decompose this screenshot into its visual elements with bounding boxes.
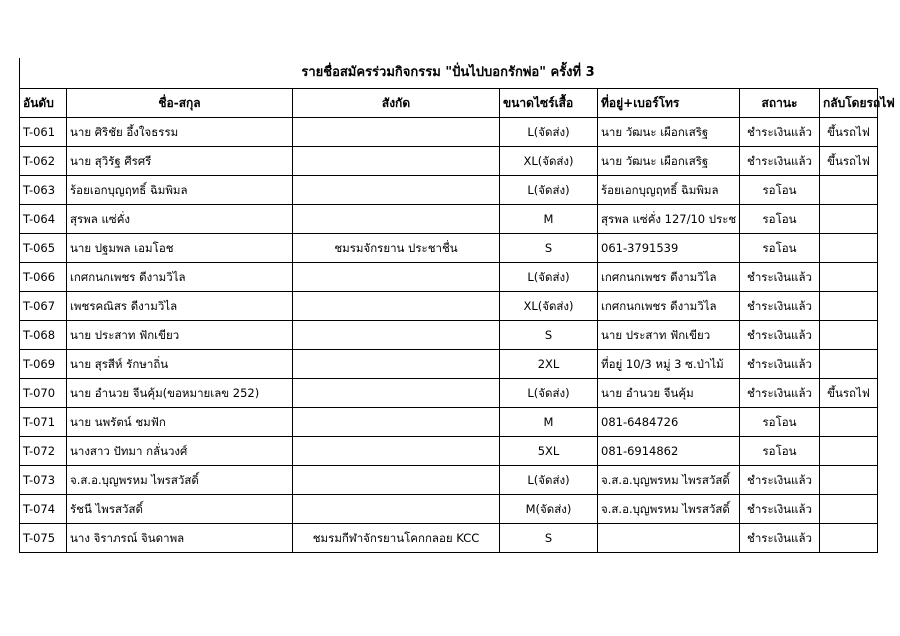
cell-status: ชำระเงินแล้ว: [740, 495, 820, 524]
table-row: [20, 408, 878, 437]
cell-shirt-size: M(จัดส่ง): [500, 495, 598, 524]
cell-name: นาย อำนวย จีนคุ้ม(ขอหมายเลข 252): [67, 379, 293, 408]
cell-name: นาย ประสาท ฟักเขียว: [67, 321, 293, 350]
cell-affiliation: [293, 466, 500, 495]
cell-id: T-063: [20, 176, 67, 205]
cell-status: ชำระเงินแล้ว: [740, 379, 820, 408]
cell-affiliation: ชมรมจักรยาน ประชาชื่น: [293, 234, 500, 263]
cell-name: นาง จิราภรณ์ จินดาพล: [67, 524, 293, 553]
cell-shirt-size: M: [500, 408, 598, 437]
cell-return-by-train: [820, 263, 878, 292]
cell-status: รอโอน: [740, 205, 820, 234]
cell-id: T-064: [20, 205, 67, 234]
header-affiliation: สังกัด: [293, 89, 500, 118]
table-row: [20, 350, 878, 379]
table-row: [20, 524, 878, 553]
cell-id: T-065: [20, 234, 67, 263]
cell-shirt-size: 2XL: [500, 350, 598, 379]
cell-id: T-069: [20, 350, 67, 379]
cell-shirt-size: XL(จัดส่ง): [500, 292, 598, 321]
table-row: [20, 292, 878, 321]
cell-status: ชำระเงินแล้ว: [740, 292, 820, 321]
cell-return-by-train: ขึ้นรถไฟ: [820, 118, 878, 147]
cell-address-phone: เกศกนกเพชร ดีงามวิไล: [598, 292, 740, 321]
cell-name: จ.ส.อ.บุญพรหม ไพรสวัสดิ์: [67, 466, 293, 495]
cell-affiliation: [293, 176, 500, 205]
cell-status: รอโอน: [740, 408, 820, 437]
cell-return-by-train: [820, 495, 878, 524]
cell-address-phone: ร้อยเอกบุญฤทธิ์ ฉิมพิมล: [598, 176, 740, 205]
cell-shirt-size: S: [500, 234, 598, 263]
cell-shirt-size: L(จัดส่ง): [500, 176, 598, 205]
cell-name: รัชนี ไพรสวัสดิ์: [67, 495, 293, 524]
cell-address-phone: นาย วัฒนะ เผือกเสริฐ: [598, 147, 740, 176]
cell-status: ชำระเงินแล้ว: [740, 350, 820, 379]
cell-shirt-size: L(จัดส่ง): [500, 118, 598, 147]
header-row: [20, 89, 878, 118]
cell-address-phone: จ.ส.อ.บุญพรหม ไพรสวัสดิ์: [598, 495, 740, 524]
cell-return-by-train: [820, 234, 878, 263]
registration-table: [19, 88, 895, 553]
cell-shirt-size: S: [500, 321, 598, 350]
cell-affiliation: [293, 292, 500, 321]
cell-return-by-train: [820, 524, 878, 553]
cell-affiliation: ชมรมกีฬาจักรยานโคกกลอย KCC: [293, 524, 500, 553]
cell-id: T-066: [20, 263, 67, 292]
cell-id: T-068: [20, 321, 67, 350]
cell-id: T-072: [20, 437, 67, 466]
cell-name: เพชรคณิสร ดีงามวิไล: [67, 292, 293, 321]
header-id: อันดับ: [20, 89, 67, 118]
table-row: [20, 176, 878, 205]
cell-shirt-size: M: [500, 205, 598, 234]
cell-name: นาย นพรัตน์ ชมฟัก: [67, 408, 293, 437]
table-row: [20, 495, 878, 524]
cell-id: T-071: [20, 408, 67, 437]
cell-status: ชำระเงินแล้ว: [740, 321, 820, 350]
cell-shirt-size: 5XL: [500, 437, 598, 466]
cell-status: ชำระเงินแล้ว: [740, 524, 820, 553]
cell-name: นาย ศิริชัย อึ้งใจธรรม: [67, 118, 293, 147]
cell-status: ชำระเงินแล้ว: [740, 263, 820, 292]
header-shirt-size: ขนาดไซร์เสื้อ: [500, 89, 598, 118]
cell-name: นางสาว ปัทมา กลั่นวงศ์: [67, 437, 293, 466]
cell-name: ร้อยเอกบุญฤทธิ์ ฉิมพิมล: [67, 176, 293, 205]
cell-status: รอโอน: [740, 176, 820, 205]
table-row: [20, 147, 878, 176]
cell-id: T-070: [20, 379, 67, 408]
cell-affiliation: [293, 437, 500, 466]
table-row: [20, 234, 878, 263]
cell-address-phone: [598, 524, 740, 553]
cell-name: นาย สุวิรัฐ ศีรศรี: [67, 147, 293, 176]
cell-shirt-size: L(จัดส่ง): [500, 379, 598, 408]
header-name: ชื่อ-สกุล: [67, 89, 293, 118]
cell-status: ชำระเงินแล้ว: [740, 118, 820, 147]
cell-status: ชำระเงินแล้ว: [740, 466, 820, 495]
cell-address-phone: 081-6484726: [598, 408, 740, 437]
cell-affiliation: [293, 408, 500, 437]
cell-affiliation: [293, 321, 500, 350]
cell-affiliation: [293, 205, 500, 234]
cell-address-phone: นาย วัฒนะ เผือกเสริฐ: [598, 118, 740, 147]
cell-return-by-train: [820, 176, 878, 205]
cell-shirt-size: S: [500, 524, 598, 553]
cell-address-phone: เกศกนกเพชร ดีงามวิไล: [598, 263, 740, 292]
cell-return-by-train: [820, 321, 878, 350]
cell-affiliation: [293, 118, 500, 147]
cell-return-by-train: [820, 466, 878, 495]
cell-status: รอโอน: [740, 234, 820, 263]
cell-id: T-067: [20, 292, 67, 321]
header-status: สถานะ: [740, 89, 820, 118]
cell-shirt-size: L(จัดส่ง): [500, 466, 598, 495]
cell-return-by-train: [820, 292, 878, 321]
cell-address-phone: จ.ส.อ.บุญพรหม ไพรสวัสดิ์: [598, 466, 740, 495]
table-row: [20, 263, 878, 292]
cell-affiliation: [293, 495, 500, 524]
cell-return-by-train: [820, 350, 878, 379]
cell-address-phone: สุรพล แซ่คั่ง 127/10 ประช: [598, 205, 740, 234]
table-row: [20, 205, 878, 234]
cell-address-phone: ที่อยู่ 10/3 หมู่ 3 ซ.ป่าไม้: [598, 350, 740, 379]
table-row: [20, 118, 878, 147]
table-row: [20, 379, 878, 408]
header-return-by-train: กลับโดยรถไฟ: [820, 89, 878, 118]
cell-status: ชำระเงินแล้ว: [740, 147, 820, 176]
cell-name: เกศกนกเพชร ดีงามวิไล: [67, 263, 293, 292]
cell-id: T-073: [20, 466, 67, 495]
cell-affiliation: [293, 263, 500, 292]
cell-return-by-train: [820, 205, 878, 234]
cell-status: รอโอน: [740, 437, 820, 466]
cell-address-phone: 081-6914862: [598, 437, 740, 466]
cell-name: นาย ปฐมพล เอมโอช: [67, 234, 293, 263]
header-address-phone: ที่อยู่+เบอร์โทร: [598, 89, 740, 118]
cell-affiliation: [293, 379, 500, 408]
cell-address-phone: นาย อำนวย จีนคุ้ม: [598, 379, 740, 408]
cell-address-phone: 061-3791539: [598, 234, 740, 263]
cell-id: T-075: [20, 524, 67, 553]
cell-address-phone: นาย ประสาท ฟักเขียว: [598, 321, 740, 350]
cell-return-by-train: ขึ้นรถไฟ: [820, 147, 878, 176]
page-title: รายชื่อสมัครร่วมกิจกรรม "ปั่นไปบอกรักพ่อ" ครั้งที่ 3: [301, 65, 595, 80]
cell-shirt-size: L(จัดส่ง): [500, 263, 598, 292]
cell-affiliation: [293, 147, 500, 176]
cell-name: นาย สุรสีห์ รักษาถิ่น: [67, 350, 293, 379]
cell-return-by-train: [820, 408, 878, 437]
cell-shirt-size: XL(จัดส่ง): [500, 147, 598, 176]
cell-affiliation: [293, 350, 500, 379]
cell-name: สุรพล แซ่คั่ง: [67, 205, 293, 234]
cell-return-by-train: ขึ้นรถไฟ: [820, 379, 878, 408]
cell-id: T-074: [20, 495, 67, 524]
table-row: [20, 466, 878, 495]
table-row: [20, 321, 878, 350]
table-row: [20, 437, 878, 466]
cell-id: T-061: [20, 118, 67, 147]
cell-return-by-train: [820, 437, 878, 466]
cell-id: T-062: [20, 147, 67, 176]
